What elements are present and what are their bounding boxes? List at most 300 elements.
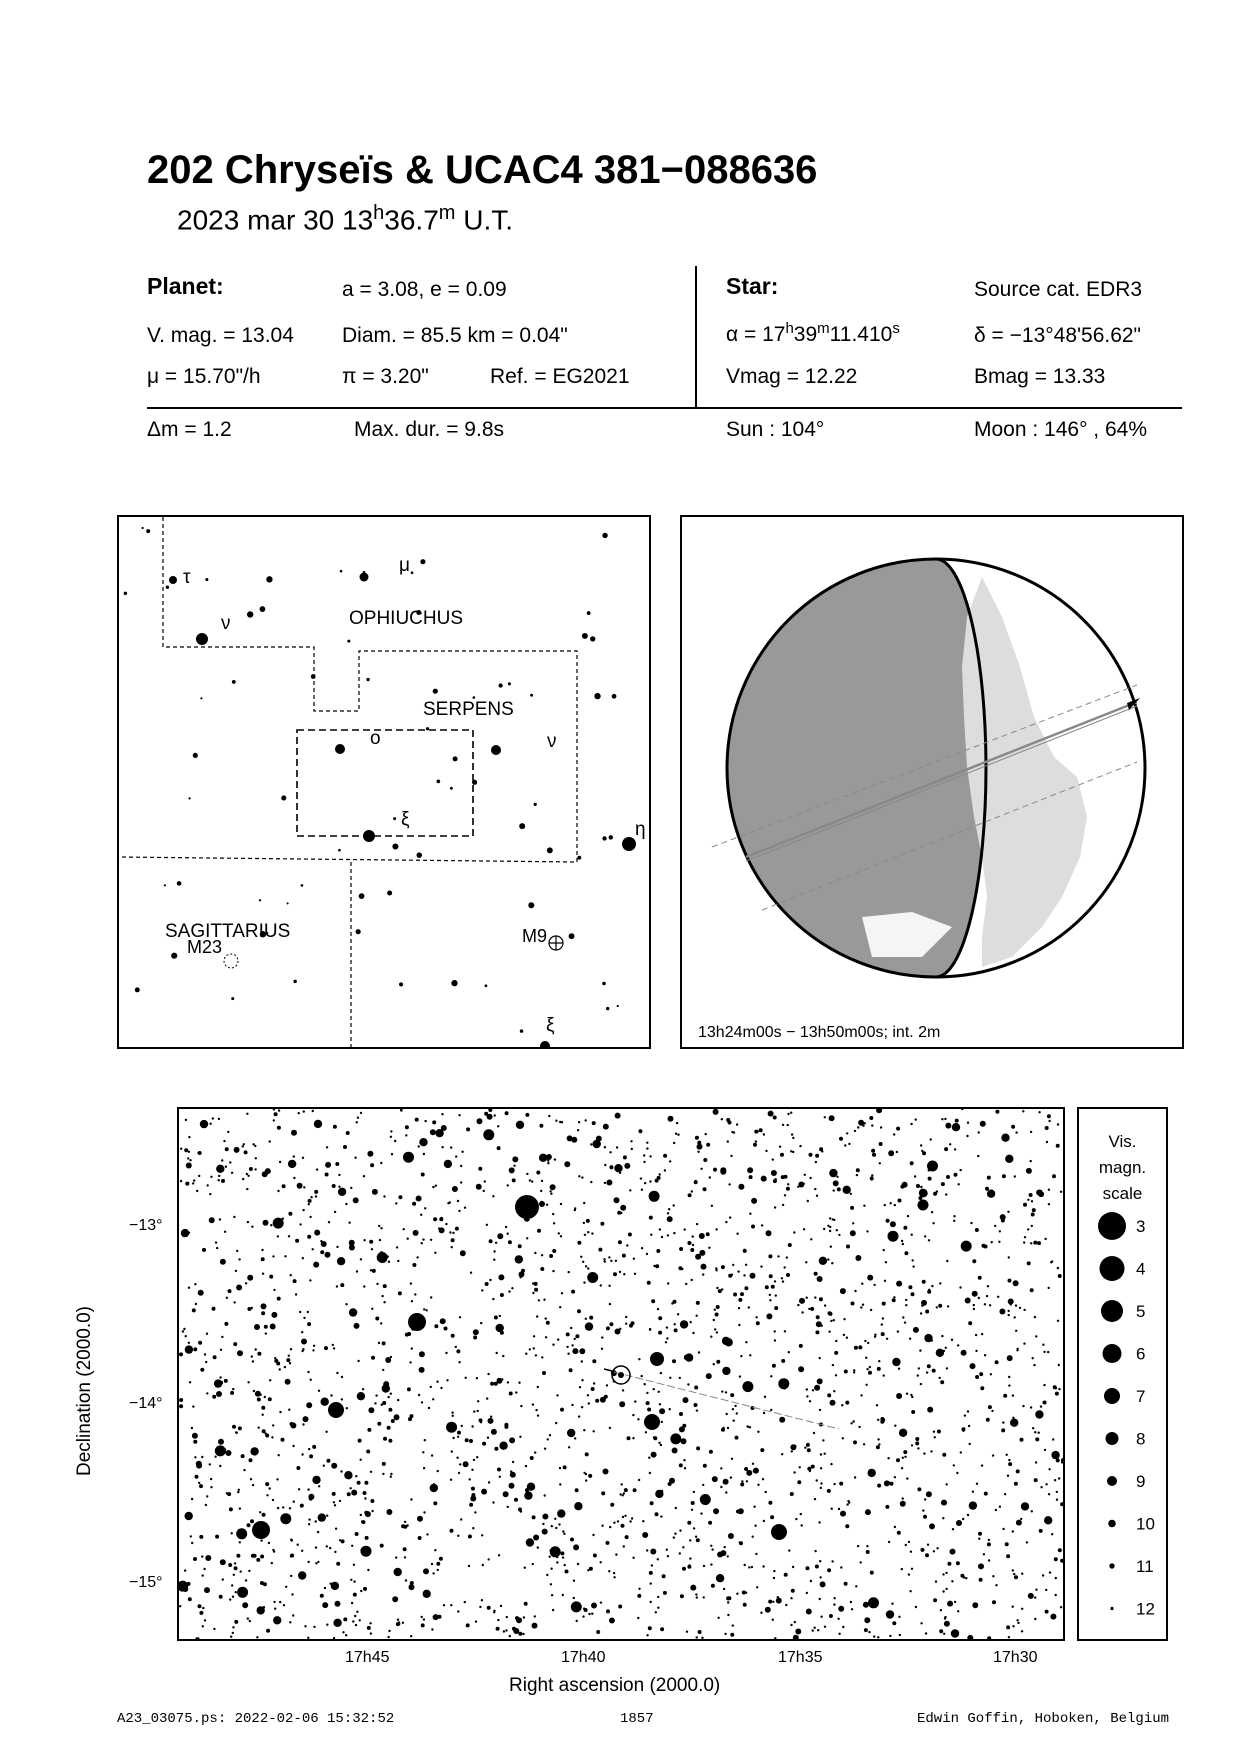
chart-star [632,1557,634,1559]
chart-star [912,1259,914,1261]
chart-star [1060,1559,1063,1563]
chart-star [870,1177,874,1181]
chart-star [696,1636,698,1638]
chart-star [660,1372,662,1374]
chart-star [713,1109,719,1115]
chart-star [363,1587,367,1591]
chart-star [959,1286,961,1288]
chart-star [644,1182,646,1184]
chart-star [450,1146,452,1148]
chart-star [299,1223,301,1225]
finder-star [142,527,144,529]
chart-star [456,1457,458,1459]
chart-star [728,1183,730,1185]
chart-star [810,1307,814,1311]
chart-star [907,1215,909,1217]
chart-star [649,1191,660,1202]
chart-star [781,1359,785,1363]
chart-star [455,1227,459,1231]
scale-label-9: 9 [1136,1472,1146,1491]
chart-star [646,1549,648,1551]
chart-star [643,1161,645,1163]
chart-star [927,1336,929,1338]
chart-star [215,1445,226,1456]
chart-star [322,1602,328,1608]
chart-star [1028,1593,1034,1599]
chart-star [497,1146,501,1150]
chart-star [1034,1316,1036,1318]
chart-star [371,1510,373,1512]
finder-star [590,636,595,641]
chart-star [761,1224,763,1226]
chart-star [573,1544,579,1550]
chart-star [187,1157,189,1159]
chart-star [601,1348,603,1350]
chart-star [488,1481,490,1483]
chart-star [720,1167,726,1173]
chart-star [784,1266,786,1268]
chart-star [507,1381,509,1383]
chart-star [383,1437,387,1441]
chart-star [451,1412,453,1414]
chart-star [751,1225,755,1229]
chart-star [973,1304,975,1306]
chart-star [804,1447,806,1449]
chart-star [195,1475,199,1479]
chart-star [945,1347,947,1349]
chart-star [833,1483,835,1485]
chart-star [600,1601,602,1603]
chart-star [585,1322,593,1330]
chart-star [600,1397,606,1403]
chart-star [679,1247,683,1251]
chart-star [662,1574,666,1578]
chart-star [243,1143,245,1145]
chart-star [431,1454,433,1456]
chart-star [356,1121,358,1123]
chart-star [972,1602,978,1608]
chart-star [543,1299,545,1301]
chart-star [499,1476,501,1478]
chart-star [298,1571,306,1579]
chart-star [659,1228,661,1230]
chart-star [219,1381,223,1385]
chart-star [898,1368,900,1370]
chart-star [489,1239,493,1243]
chart-star [232,1388,234,1390]
chart-star [868,1597,879,1608]
finder-star [582,633,588,639]
chart-star [290,1555,292,1557]
chart-star [843,1186,851,1194]
chart-star [383,1195,385,1197]
chart-star [1035,1437,1039,1441]
chart-star [365,1536,369,1540]
chart-star [277,1235,279,1237]
chart-star [489,1279,491,1281]
chart-star [219,1218,221,1220]
chart-star [962,1518,964,1520]
chart-star [229,1507,233,1511]
scale-marker-12 [1110,1607,1113,1610]
chart-star [1002,1174,1006,1178]
chart-star [614,1197,620,1203]
chart-star [398,1291,402,1295]
chart-star [201,1456,203,1458]
chart-star [263,1220,269,1226]
chart-star [487,1606,491,1610]
chart-star [584,1234,586,1236]
chart-star [753,1468,759,1474]
planet-label: Planet: [147,273,224,299]
chart-star [689,1539,691,1541]
chart-star [770,1375,772,1377]
chart-star [357,1360,359,1362]
chart-star [839,1482,843,1486]
chart-star [622,1389,624,1391]
chart-star [199,1611,203,1615]
chart-star [755,1316,757,1318]
chart-star [713,1363,715,1365]
chart-star [735,1436,739,1440]
chart-star [444,1160,452,1168]
footer-file: A23_03075.ps: 2022-02-06 15:32:52 [117,1711,395,1727]
chart-star [1034,1431,1036,1433]
chart-star [544,1448,546,1450]
chart-star [899,1634,901,1636]
chart-star [343,1145,347,1149]
chart-star [915,1606,917,1608]
chart-star [912,1265,914,1267]
chart-star [833,1390,835,1392]
chart-star [896,1151,898,1153]
chart-star [592,1121,596,1125]
chart-star [655,1490,663,1498]
chart-star [975,1375,979,1379]
chart-star [816,1195,818,1197]
chart-star [541,1180,543,1182]
chart-star [1044,1238,1046,1240]
chart-bright-star [515,1195,539,1219]
chart-star [1030,1131,1032,1133]
chart-star [717,1617,719,1619]
chart-star [549,1190,551,1192]
chart-star [309,1216,311,1218]
finder-named-star [335,744,345,754]
chart-star [372,1269,376,1273]
chart-star [526,1173,528,1175]
chart-star [659,1408,665,1414]
chart-star [219,1465,221,1467]
chart-star [621,1483,623,1485]
chart-star [790,1597,792,1599]
chart-star [778,1378,789,1389]
chart-star [617,1211,621,1215]
chart-star [782,1204,784,1206]
chart-star [185,1512,193,1520]
chart-star [721,1428,725,1432]
chart-star [532,1292,534,1294]
chart-star [236,1554,240,1558]
chart-star [297,1183,303,1189]
chart-star [806,1395,808,1397]
chart-star [994,1225,996,1227]
chart-star [567,1353,569,1355]
chart-star [407,1387,411,1391]
chart-star [292,1614,294,1616]
chart-star [451,1450,453,1452]
chart-star [583,1202,585,1204]
chart-star [417,1516,423,1522]
chart-star [901,1467,903,1469]
chart-star [553,1222,555,1224]
chart-star [369,1240,373,1244]
chart-star [364,1497,366,1499]
chart-star [192,1433,198,1439]
chart-star [922,1509,924,1511]
finder-star [338,849,341,852]
chart-star [268,1397,272,1401]
chart-star [629,1520,631,1522]
chart-star [968,1321,972,1325]
chart-star [686,1631,688,1633]
chart-star [573,1597,575,1599]
chart-star [771,1170,777,1176]
chart-star [624,1163,630,1169]
chart-star [324,1587,326,1589]
chart-star [200,1368,204,1372]
chart-star [775,1178,777,1180]
chart-star [518,1508,522,1512]
chart-star [424,1207,426,1209]
chart-star [724,1546,726,1548]
chart-star [551,1525,553,1527]
chart-star [210,1486,212,1488]
earth-globe-panel [680,515,1184,1049]
chart-star [1006,1554,1010,1558]
chart-star [709,1450,713,1454]
finder-star [602,836,606,840]
chart-star [692,1332,694,1334]
finder-star [177,881,182,886]
chart-star [291,1593,293,1595]
chart-star [494,1447,498,1451]
chart-star [581,1379,583,1381]
chart-star [367,1428,371,1432]
chart-star [443,1604,445,1606]
chart-star [534,1615,536,1617]
chart-star [902,1457,904,1459]
chart-star [348,1222,350,1224]
chart-star [933,1550,935,1552]
chart-star [881,1323,883,1325]
chart-star [220,1559,226,1565]
chart-star [276,1478,278,1480]
chart-star [481,1489,487,1495]
chart-star [369,1622,371,1624]
chart-star [198,1175,200,1177]
chart-star [721,1265,725,1269]
finder-star [451,980,457,986]
chart-star [936,1190,938,1192]
chart-star [945,1193,947,1195]
chart-star [194,1283,196,1285]
chart-star [901,1240,903,1242]
chart-star [757,1484,759,1486]
chart-star [619,1493,621,1495]
chart-star [445,1223,447,1225]
chart-star [535,1354,537,1356]
chart-star [242,1145,244,1147]
chart-star [744,1467,748,1471]
chart-star [633,1488,637,1492]
chart-star [460,1165,462,1167]
chart-star [800,1513,802,1515]
chart-star [469,1503,473,1507]
chart-star [577,1309,581,1313]
chart-star [492,1195,494,1197]
chart-star [897,1330,899,1332]
chart-star [391,1419,395,1423]
chart-star [280,1513,291,1524]
chart-star [665,1341,667,1343]
xtick-label-2: 17h35 [778,1649,823,1666]
xtick-label-0: 17h45 [345,1649,390,1666]
chart-star [591,1232,593,1234]
chart-star [207,1184,209,1186]
chart-star [526,1538,534,1546]
chart-star [418,1536,422,1540]
chart-star [833,1180,839,1186]
chart-star [953,1215,955,1217]
chart-star [353,1564,355,1566]
chart-star [976,1483,978,1485]
chart-star [375,1394,377,1396]
chart-star [762,1565,764,1567]
finder-star [366,678,369,681]
chart-star [817,1378,823,1384]
scale-label-3: 3 [1136,1217,1146,1236]
chart-star [806,1566,810,1570]
chart-star [504,1425,508,1429]
chart-star [668,1116,674,1122]
chart-star [209,1217,215,1223]
chart-star [923,1452,925,1454]
chart-star [820,1487,822,1489]
finder-star [450,787,453,790]
chart-star [318,1516,322,1520]
chart-star [606,1384,608,1386]
chart-star [846,1503,848,1505]
chart-star [180,1148,182,1150]
chart-star [488,1418,494,1424]
chart-star [877,1484,881,1488]
chart-star [560,1235,562,1237]
chart-star [909,1338,911,1340]
chart-star [370,1163,374,1167]
chart-star [982,1244,986,1248]
chart-star [260,1394,262,1396]
moon-elongation: Moon : 146° , 64% [974,418,1148,441]
chart-star [541,1254,543,1256]
chart-star [351,1602,353,1604]
finder-star [200,697,202,699]
chart-star [866,1550,870,1554]
chart-star [333,1347,335,1349]
chart-star [569,1368,573,1372]
chart-star [225,1166,227,1168]
chart-star [820,1616,822,1618]
chart-star [591,1387,595,1391]
chart-star [880,1126,882,1128]
chart-star [255,1391,261,1397]
chart-star [817,1331,819,1333]
chart-star [356,1611,358,1613]
chart-star [797,1480,801,1484]
chart-star [659,1173,661,1175]
chart-star [716,1305,720,1309]
chart-star [854,1290,856,1292]
chart-star [785,1604,787,1606]
chart-star [881,1332,885,1336]
chart-star [493,1611,495,1613]
chart-star [1055,1594,1057,1596]
chart-star [335,1162,339,1166]
chart-star [307,1561,309,1563]
chart-star [596,1630,600,1634]
chart-star [899,1429,907,1437]
chart-star [1058,1548,1062,1552]
finder-star [247,611,253,617]
finder-star [281,795,286,800]
chart-star [1058,1477,1060,1479]
chart-star [1035,1461,1037,1463]
chart-star [215,1535,219,1539]
chart-star [289,1621,291,1623]
finder-star [293,980,297,984]
chart-star [481,1599,483,1601]
chart-star [379,1239,381,1241]
chart-star [625,1316,627,1318]
chart-star [301,1453,303,1455]
chart-star [617,1520,619,1522]
chart-star [560,1203,562,1205]
chart-star [1016,1470,1018,1472]
chart-star [532,1515,536,1519]
chart-star [224,1322,228,1326]
scale-label-10: 10 [1136,1514,1155,1534]
chart-star [415,1118,419,1122]
chart-star [307,1311,309,1313]
chart-star [977,1155,979,1157]
chart-star [201,1555,203,1557]
chart-star [769,1274,773,1278]
chart-star [604,1164,606,1166]
chart-star [673,1204,675,1206]
chart-star [931,1211,933,1213]
chart-star [218,1175,220,1177]
chart-star [947,1562,951,1566]
chart-star [376,1283,378,1285]
chart-star [250,1519,254,1523]
chart-star [648,1626,652,1630]
chart-star [1001,1134,1009,1142]
chart-star [625,1323,627,1325]
chart-star [613,1522,615,1524]
chart-star [456,1349,460,1353]
chart-star [649,1180,651,1182]
chart-star [846,1132,848,1134]
